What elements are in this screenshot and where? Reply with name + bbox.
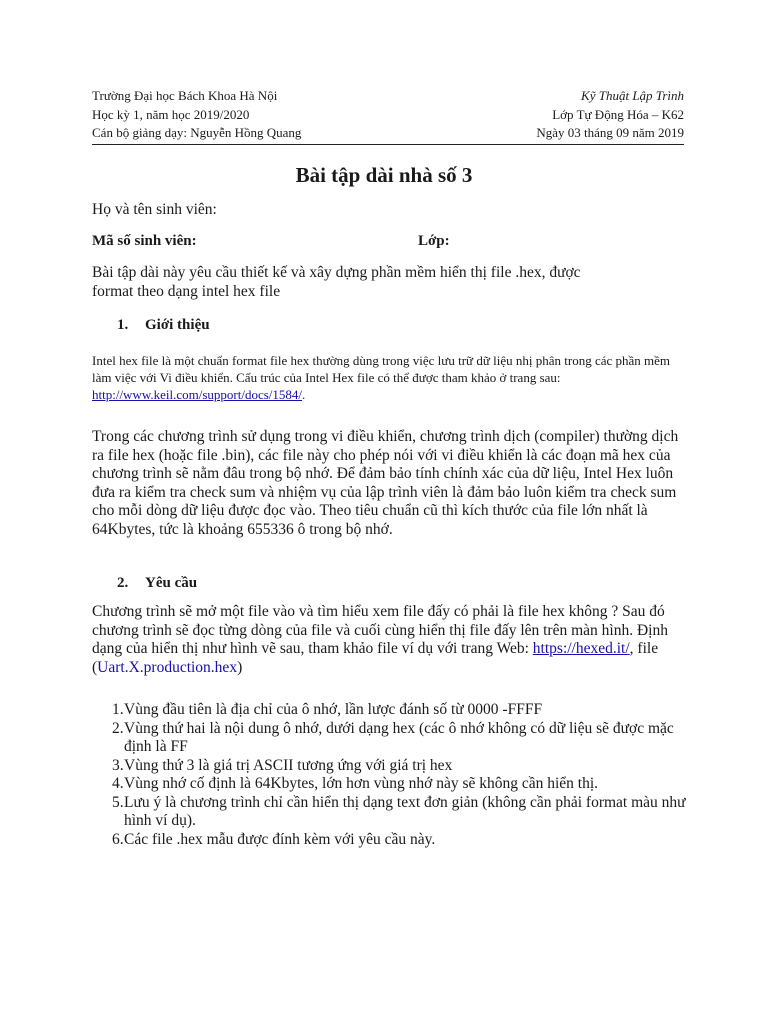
paragraph-end: ) <box>237 658 243 676</box>
section-1-title: Giới thiệu <box>145 317 210 333</box>
section-2-number: 2. <box>117 575 129 591</box>
paragraph-text: Intel hex file là một chuẩn format file hex thường dùng trong việc lưu trữ dữ liệu nhị phân trong các phần mềm làm việc với Vi điều khiển. Cấu trúc của Intel Hex file có thể được tham khảo ở trang sau: <box>92 353 671 385</box>
section-1-heading <box>117 317 210 334</box>
item-text: Vùng thứ hai là nội dung ô nhớ, dưới dạng hex (các ô nhớ không có dữ liệu sẽ được mặc định là FF <box>124 719 674 755</box>
document-header <box>92 87 684 143</box>
class-label: Lớp: <box>418 233 450 249</box>
university-name: Trường Đại học Bách Khoa Hà Nội <box>92 88 278 103</box>
list-item: 1. Vùng đầu tiên là địa chỉ của ô nhớ, lần lược đánh số từ 0000 -FFFF <box>112 701 543 718</box>
student-id-label: Mã số sinh viên: <box>92 233 197 249</box>
item-text: Vùng nhớ cố định là 64Kbytes, lớn hơn vùng nhớ này sẽ không cần hiển thị. <box>124 775 599 792</box>
paragraph-text: Chương trình sẽ mở một file vào và tìm hiểu xem file đấy có phải là file hex không ? Sau đó chương trình sẽ đọc từng dòng của file và cuối cùng hiển thị file đấy lên trên màn hình. Định dạng của hiển thị như hình vẽ sau, tham khảo file ví dụ với trang Web: <box>92 603 668 657</box>
section-1-paragraph-1 <box>92 352 684 403</box>
item-text: Lưu ý là chương trình chỉ cần hiển thị dạng text đơn giản (không cần phải format màu như hình ví dụ). <box>124 793 686 829</box>
student-name-label: Họ và tên sinh viên: <box>92 201 217 218</box>
requirements-list <box>92 701 688 849</box>
semester: Học kỳ 1, năm học 2019/2020 <box>92 106 250 122</box>
paragraph-end: . <box>302 387 306 402</box>
course-name: Kỹ Thuật Lập Trình <box>581 88 684 103</box>
class-name: Lớp Tự Động Hóa – K62 <box>552 106 684 122</box>
item-text: Vùng đầu tiên là địa chỉ của ô nhớ, lần lược đánh số từ 0000 -FFFF <box>124 701 543 718</box>
section-1-paragraph-2: Trong các chương trình sử dụng trong vi điều khiển, chương trình dịch (compiler) thường dịch ra file hex (hoặc file .bin), các file này cho phép nói với vi điều khiển là các đoạn mã hex của chương trình sẽ nằm đâu trong bộ nhớ. Để đảm bảo tính chính xác của dữ liệu, Intel Hex luôn đưa ra kiểm tra check sum và nhiệm vụ của lập trình viên là đảm bảo luôn kiểm tra check sum cho mỗi dòng dữ liệu được đọc vào. Theo tiêu chuẩn cũ thì kích thước của file lớn nhất là 64Kbytes, tức là khoảng 655336 ô trong bộ nhớ. <box>92 428 679 538</box>
sample-file-link[interactable]: Uart.X.production.hex <box>97 658 238 676</box>
page-title: Bài tập dài nhà số 3 <box>295 163 473 187</box>
item-text: Vùng thứ 3 là giá trị ASCII tương ứng với giá trị hex <box>124 756 453 774</box>
lecturer: Cán bộ giảng dạy: Nguyễn Hồng Quang <box>92 125 302 140</box>
paragraph-text-mid: , file ( <box>92 640 659 676</box>
list-item: 4. Vùng nhớ cố định là 64Kbytes, lớn hơn vùng nhớ này sẽ không cần hiển thị. <box>112 775 599 792</box>
intro-line-1: Bài tập dài này yêu cầu thiết kế và xây dựng phần mềm hiển thị file .hex, được <box>92 264 581 281</box>
hexed-link[interactable]: https://hexed.it/ <box>532 640 630 657</box>
section-1-number: 1. <box>117 317 129 333</box>
date: Ngày 03 tháng 09 năm 2019 <box>536 125 684 140</box>
intro-line-2: format theo dạng intel hex file <box>92 283 281 300</box>
item-text: Các file .hex mẫu được đính kèm với yêu cầu này. <box>124 830 436 848</box>
section-2-paragraph <box>92 603 684 677</box>
list-item: 3. Vùng thứ 3 là giá trị ASCII tương ứng với giá trị hex <box>112 756 453 774</box>
header-divider <box>92 144 684 145</box>
list-item: 2. Vùng thứ hai là nội dung ô nhớ, dưới dạng hex (các ô nhớ không có dữ liệu sẽ được mặc định là FF <box>112 719 674 755</box>
list-item: 6. Các file .hex mẫu được đính kèm với yêu cầu này. <box>112 830 436 848</box>
keil-link[interactable]: http://www.keil.com/support/docs/1584/ <box>92 387 303 402</box>
section-2-title: Yêu cầu <box>145 575 198 591</box>
section-2-heading <box>117 575 197 592</box>
list-item: 5. Lưu ý là chương trình chỉ cần hiển thị dạng text đơn giản (không cần phải format màu như hình ví dụ). <box>112 793 686 829</box>
